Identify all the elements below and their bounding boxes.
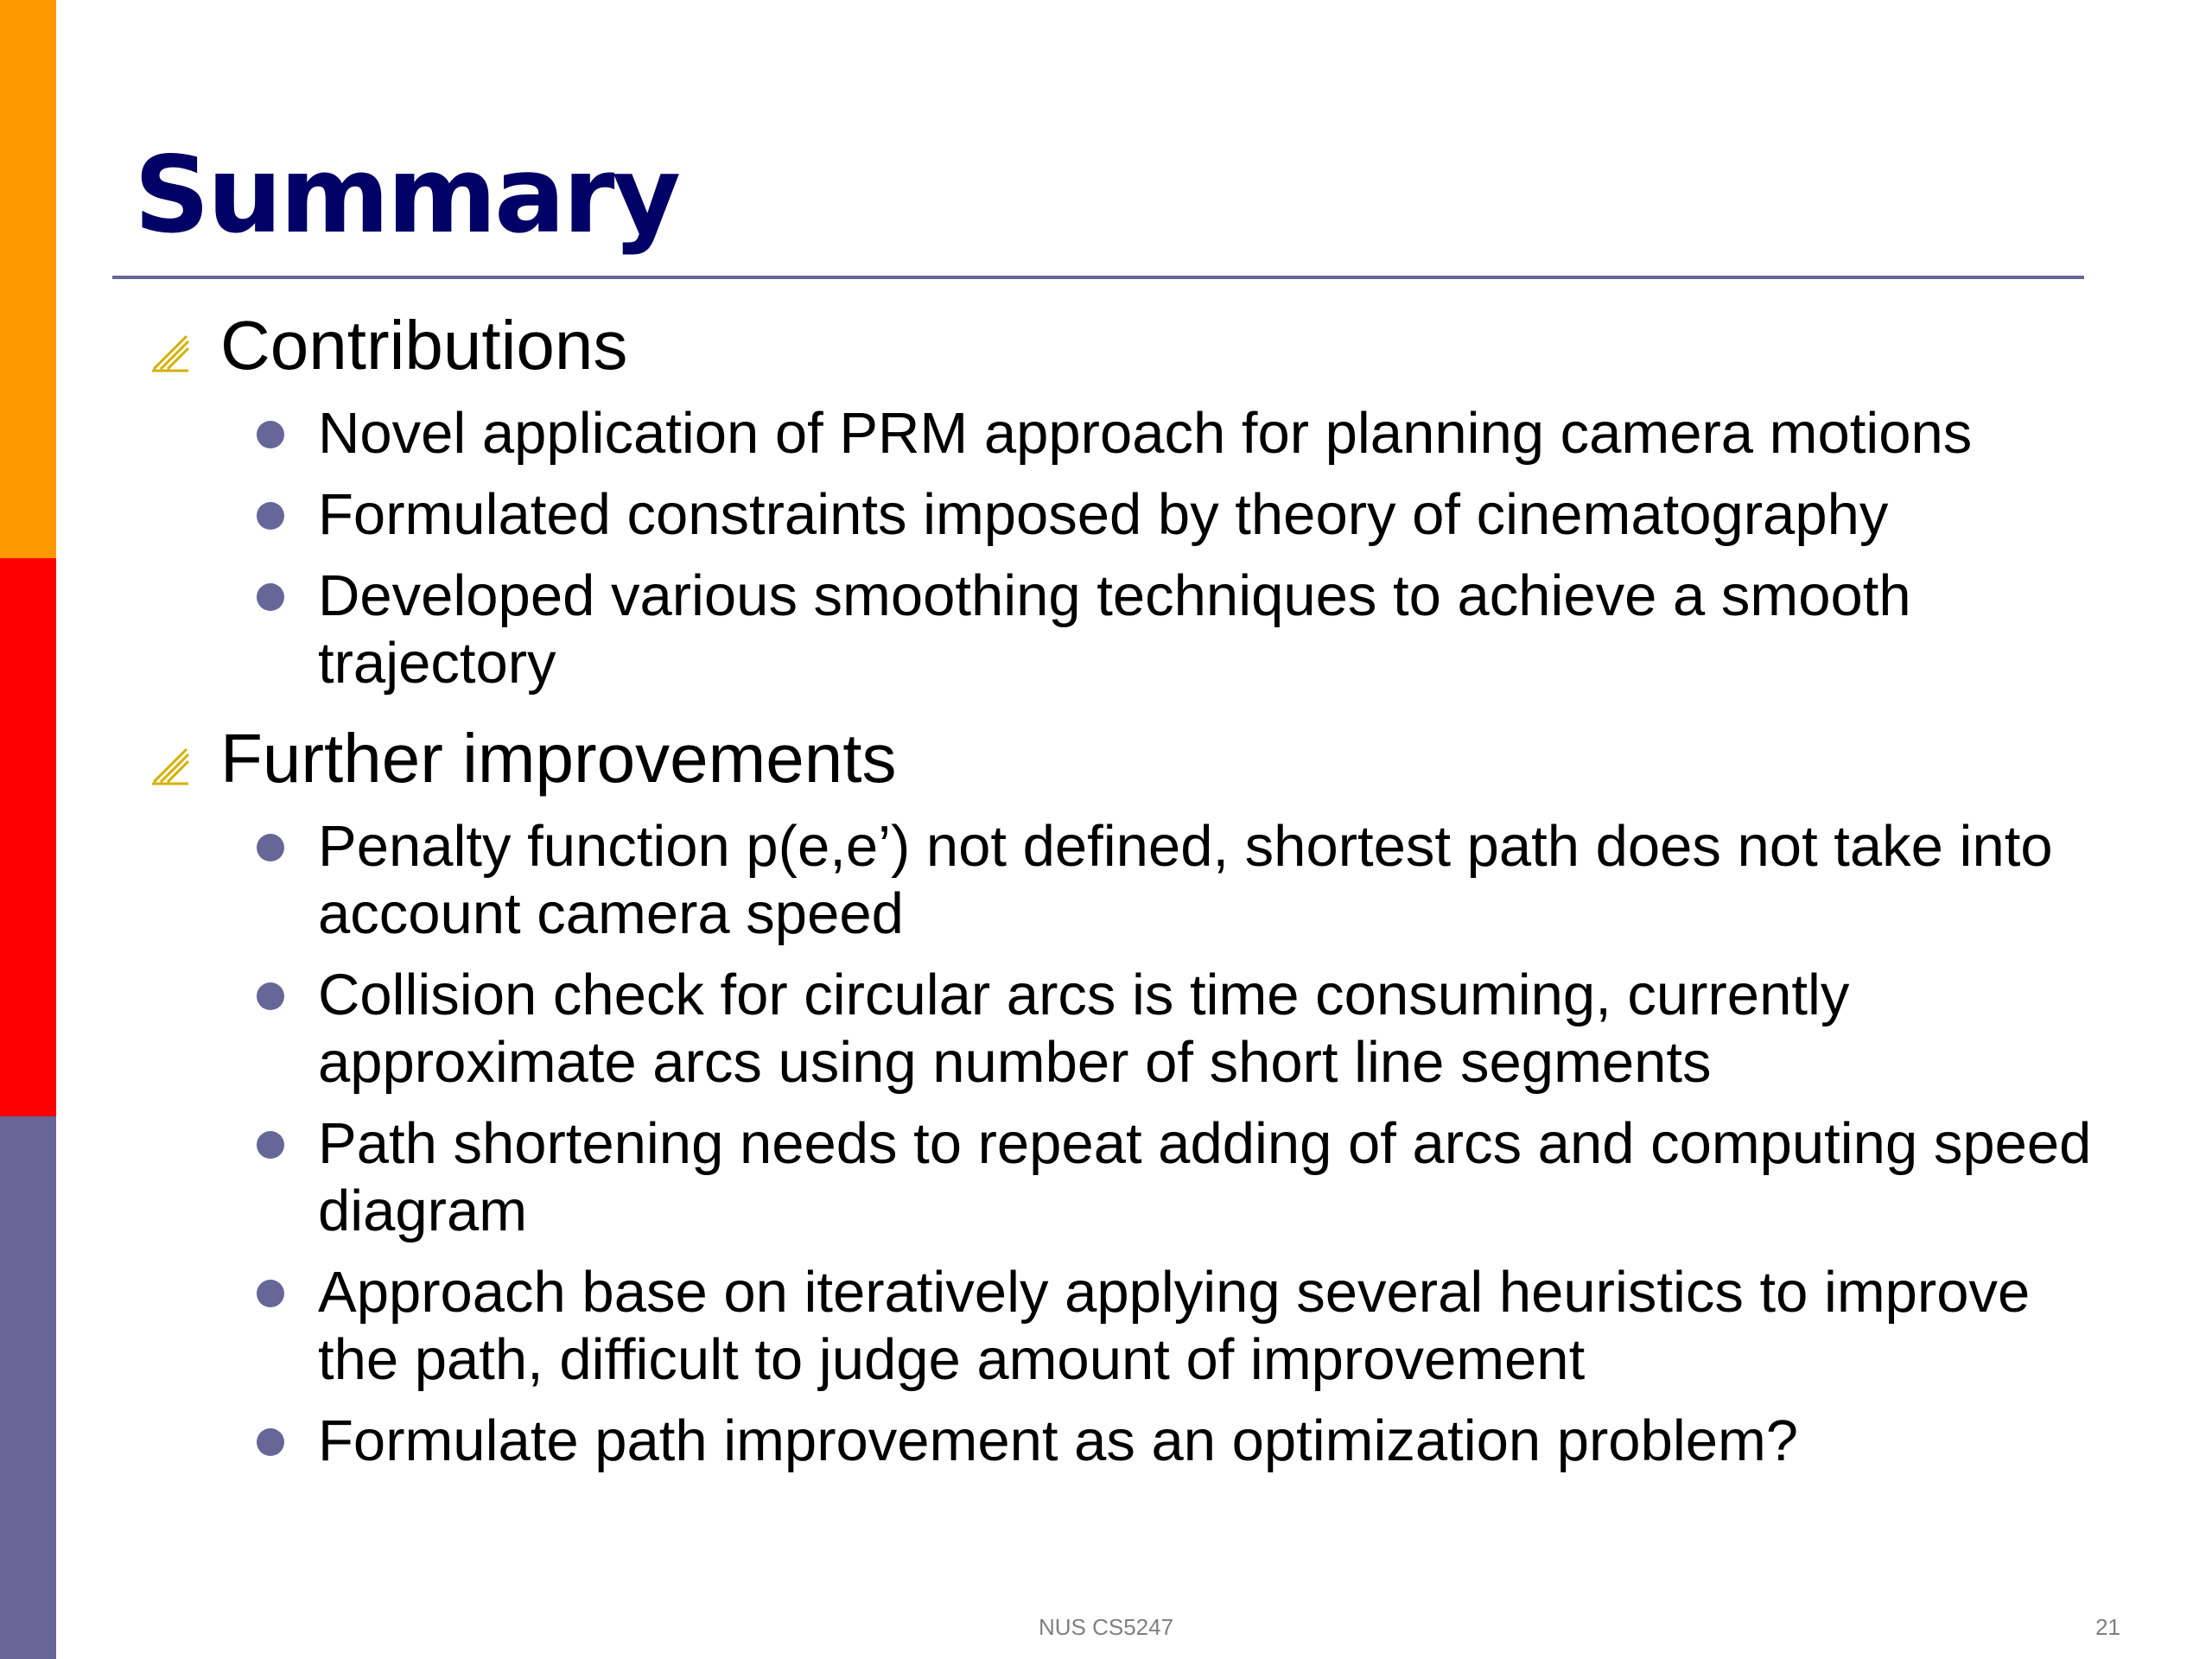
dot-icon [257,982,284,1010]
list-item [147,481,2100,549]
side-bar-orange-segment [0,0,56,558]
side-bar-red-segment [0,558,56,1116]
footer-course-label: NUS CS5247 [1038,1614,1174,1640]
bullet-list [147,400,2100,697]
list-item [147,1110,2100,1245]
dot-icon [257,834,284,861]
list-item-text: Approach base on iteratively applying several heuristics to improve the path, difficult to judge amount of improvement [318,1260,2031,1392]
pen-stroke-icon [150,746,190,785]
list-item [147,1259,2100,1394]
dot-icon [257,502,284,530]
section-heading-label: Contributions [220,307,628,384]
list-item-text: Collision check for circular arcs is time consuming, currently approximate arcs using number of short line segments [318,963,1850,1095]
list-item [147,1408,2100,1475]
slide-content [147,298,2100,1489]
side-color-bar [0,0,56,1659]
list-item-text: Developed various smoothing techniques to achieve a smooth trajectory [318,563,1911,696]
dot-icon [257,583,284,611]
list-item [147,813,2100,948]
list-item-text: Novel application of PRM approach for planning camera motions [318,401,1973,466]
page-number: 21 [2095,1614,2120,1640]
list-item-text: Formulate path improvement as an optimization problem? [318,1408,1799,1473]
list-item-text: Path shortening needs to repeat adding of arcs and computing speed diagram [318,1111,2092,1243]
section-heading [147,711,2100,806]
title-underline-rule [112,276,2084,279]
list-item [147,962,2100,1096]
list-item [147,563,2100,697]
side-bar-purple-segment [0,1116,56,1659]
slide-title: Summary [134,134,678,257]
dot-icon [257,421,284,448]
dot-icon [257,1428,284,1456]
bullet-list [147,813,2100,1475]
list-item-text: Formulated constraints imposed by theory of cinematography [318,482,1889,547]
section-heading-label: Further improvements [220,720,897,797]
section-contributions [147,298,2100,697]
list-item [147,400,2100,467]
list-item-text: Penalty function p(e,e’) not defined, shortest path does not take into account camera speed [318,814,2053,946]
dot-icon [257,1280,284,1307]
section-further-improvements [147,711,2100,1475]
section-heading [147,298,2100,393]
dot-icon [257,1131,284,1159]
pen-stroke-icon [150,333,190,372]
